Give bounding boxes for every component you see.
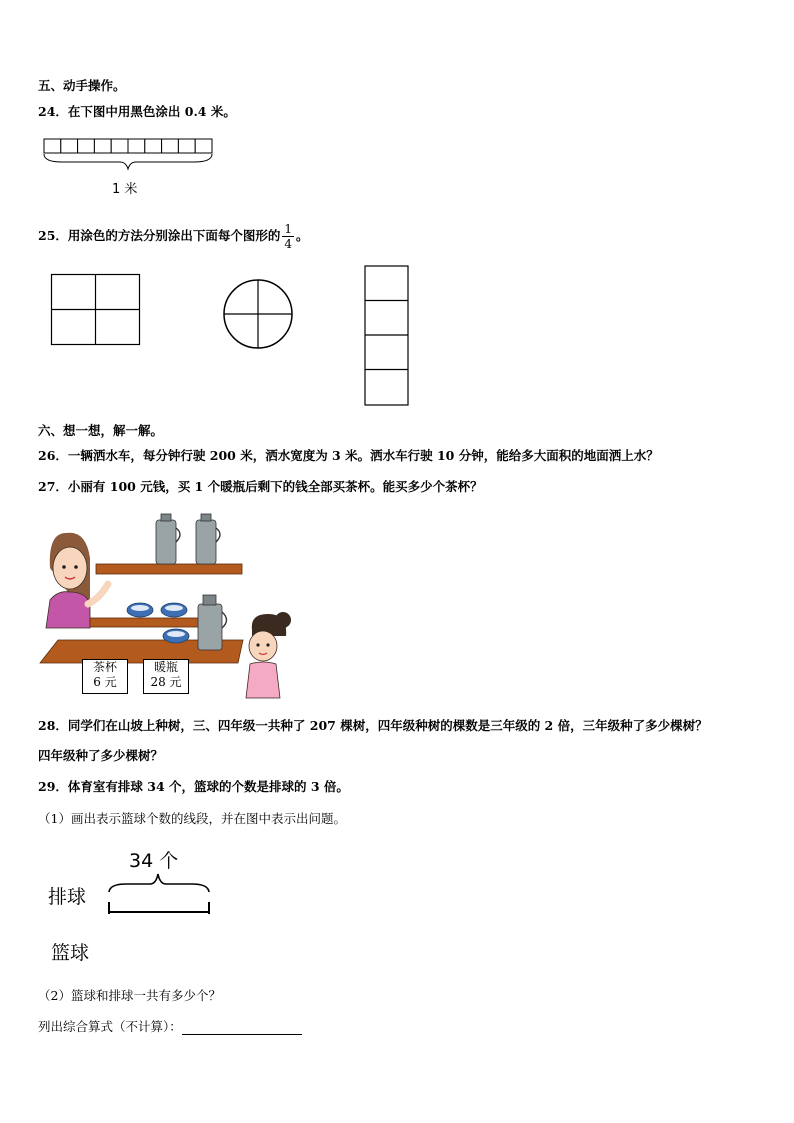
section-5-title: 五、动手操作。 (38, 78, 126, 93)
ruler-cell[interactable] (94, 139, 111, 153)
ruler-cell[interactable] (128, 139, 145, 153)
flask-icon (196, 514, 220, 564)
question-25-text (38, 222, 309, 251)
ruler-brace (44, 154, 212, 169)
tall-rectangle-shape (364, 265, 410, 407)
basketball-label: 篮球 (51, 942, 90, 964)
price-tag-flask (143, 659, 189, 694)
ruler-cell[interactable] (145, 139, 162, 153)
price-tag-flask-name: 暖瓶 (153, 660, 178, 674)
question-27-text: 27．小丽有 100 元钱，买 1 个暖瓶后剩下的钱全部买茶杯。能买多少个茶杯？ (38, 479, 483, 494)
answer-blank[interactable] (182, 1022, 302, 1035)
question-29-sub-1: （1）画出表示篮球个数的线段，并在图中表示出问题。 (38, 811, 346, 826)
fraction-denominator: 4 (284, 237, 293, 251)
ruler-cell[interactable] (111, 139, 128, 153)
question-25-text-after: 。 (296, 228, 309, 243)
question-29-text: 29．体育室有排球 34 个，篮球的个数是排球的 3 倍。 (38, 779, 349, 794)
price-tag-cup-name: 茶杯 (92, 660, 117, 674)
fraction-numerator: 1 (284, 222, 293, 236)
ruler-label: 1 米 (112, 182, 138, 197)
formula-line (38, 1019, 302, 1035)
ruler-cell[interactable] (178, 139, 195, 153)
flask-icon (156, 514, 180, 564)
segment-brace (109, 874, 209, 892)
ruler-cell[interactable] (162, 139, 179, 153)
volleyball-label: 排球 (48, 886, 87, 908)
segment-brace-label: 34 个 (129, 850, 179, 872)
ruler-cell[interactable] (61, 139, 78, 153)
ruler-cell[interactable] (195, 139, 212, 153)
volleyball-segment (106, 870, 216, 916)
question-28-text-line-2: 四年级种了多少棵树？ (38, 748, 164, 763)
circle-shape (222, 279, 294, 349)
question-24-text: 24．在下图中用黑色涂出 0.4 米。 (38, 104, 236, 119)
price-tag-flask-price: 28 元 (150, 675, 182, 689)
question-29-sub-2: （2）篮球和排球一共有多少个？ (38, 988, 221, 1003)
woman-figure (46, 533, 108, 628)
flask-icon (198, 595, 227, 650)
formula-label: 列出综合算式（不计算）： (38, 1019, 182, 1034)
ruler-cell[interactable] (78, 139, 95, 153)
fraction-one-quarter (282, 222, 294, 251)
cup-icon (163, 629, 189, 643)
meter-ruler (42, 137, 217, 182)
price-tag-cup (82, 659, 128, 694)
cup-icon (127, 603, 153, 617)
section-6-title: 六、想一想，解一解。 (38, 423, 164, 438)
question-28-text-line-1: 28．同学们在山坡上种树，三、四年级一共种了 207 棵树，四年级种树的棵数是三年级的 2 倍，三年级种了多少棵树？ (38, 718, 708, 733)
question-26-text: 26．一辆洒水车，每分钟行驶 200 米，洒水宽度为 3 米。洒水车行驶 10 分钟，能给多大面积的地面洒上水？ (38, 448, 659, 463)
question-25-text-before: 25．用涂色的方法分别涂出下面每个图形的 (38, 228, 281, 243)
square-shape (51, 274, 141, 346)
girl-figure (246, 612, 291, 698)
ruler-cell[interactable] (44, 139, 61, 153)
cup-icon (161, 603, 187, 617)
price-tag-cup-price: 6 元 (93, 675, 117, 689)
